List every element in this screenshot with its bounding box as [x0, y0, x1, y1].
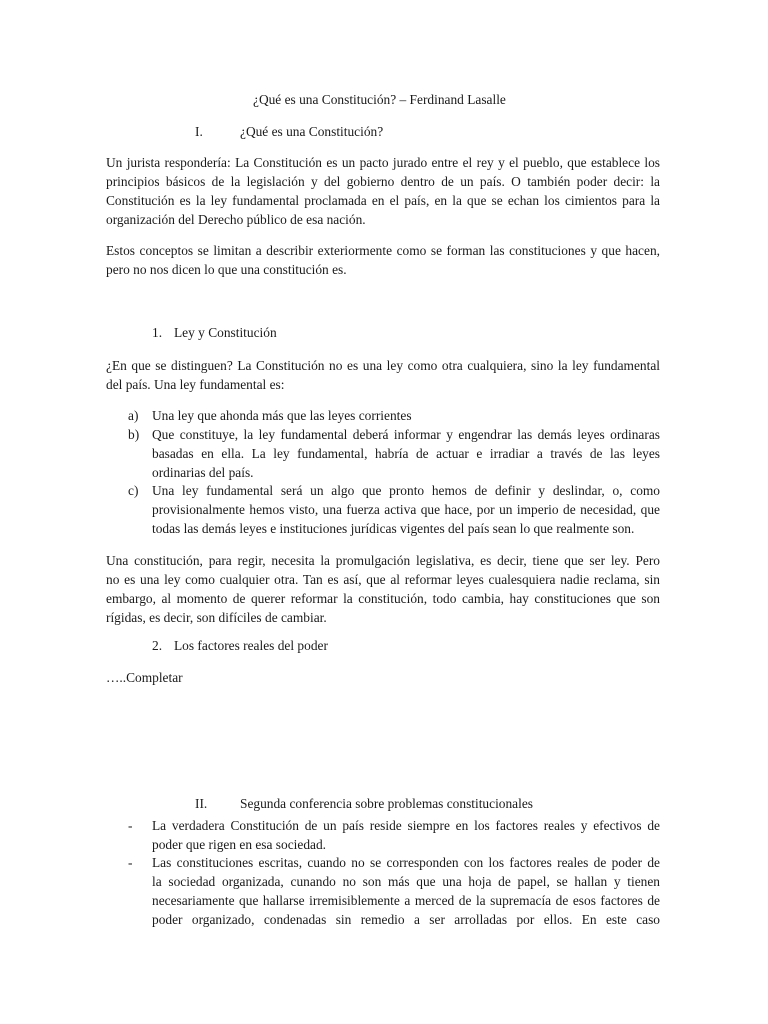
paragraph-line: Un jurista respondería: La Constitución es un pacto jurado entre el rey y el pueblo, que establece los [106, 155, 660, 170]
list-item-line: Las constituciones escritas, cuando no se corresponden con los factores reales de poder de [152, 855, 660, 870]
list-item-line: poder que rigen en esa sociedad. [152, 837, 327, 852]
bullet-dash: - [128, 818, 133, 833]
completar-placeholder: …..Completar [106, 670, 183, 685]
subsection-2-number: 2. [152, 638, 163, 653]
section-2-numeral: II. [195, 796, 208, 811]
paragraph-line: pero no nos dicen lo que una constitución es. [106, 262, 347, 277]
subsection-2-heading: Los factores reales del poder [174, 638, 328, 653]
paragraph-line: del país. Una ley fundamental es: [106, 377, 285, 392]
list-item-line: ordinarias del país. [152, 465, 254, 480]
list-item-line: Una ley fundamental será un algo que pronto hemos de definir y deslindar, o, como [152, 483, 660, 498]
section-1-paragraph-1 [106, 153, 660, 229]
paragraph-line: Estos conceptos se limitan a describir exteriormente como se forman las constituciones y que hacen, [106, 243, 660, 258]
bullet-item-1 [128, 816, 660, 854]
subsection-1-intro [106, 356, 660, 394]
paragraph-line: ¿En que se distinguen? La Constitución no es una ley como otra cualquiera, sino la ley fundamental [106, 358, 660, 373]
list-item-line: poder organizado, condenadas sin remedio a ser arrolladas por ellos. En este caso [152, 912, 660, 927]
list-item-line: Que constituye, la ley fundamental deberá informar y engendrar las demás leyes ordinaras [152, 427, 660, 442]
subsection-1-heading: Ley y Constitución [174, 325, 277, 340]
list-item-line: La verdadera Constitución de un país reside siempre en los factores reales y efectivos de [152, 818, 660, 833]
list-item-line: necesariamente que hallarse irremisiblemente a merced de la supremacía de esos factores de [152, 893, 660, 908]
bullet-dash: - [128, 855, 133, 870]
list-item-line: la sociedad organizada, cunando no son más que una hoja de papel, se hallan y tienen [152, 874, 660, 889]
paragraph-line: Una constitución, para regir, necesita la promulgación legislativa, es decir, tiene que ser ley. Pero [106, 553, 660, 568]
subsection-1-closing [106, 551, 660, 627]
list-item-a [128, 406, 660, 425]
paragraph-line: rígidas, es decir, son difíciles de cambiar. [106, 610, 327, 625]
list-item-line: basadas en ella. La ley fundamental, habría de actuar e irradiar a través de las leyes [152, 446, 660, 461]
section-1-heading: ¿Qué es una Constitución? [240, 124, 384, 139]
document-title: ¿Qué es una Constitución? – Ferdinand Lasalle [253, 92, 506, 107]
list-item-b [128, 425, 660, 482]
paragraph-line: embargo, al momento de querer reformar la constitución, todo cambia, hay constituciones que son [106, 591, 660, 606]
bullet-item-2 [128, 853, 660, 929]
list-marker: c) [128, 483, 139, 498]
section-1-numeral: I. [195, 124, 203, 139]
paragraph-line: principios básicos de la legislación y del gobierno dentro de un país. O también poder decir: la [106, 174, 660, 189]
list-marker: a) [128, 408, 139, 423]
paragraph-line: no es una ley como cualquier otra. Tan es así, que al reformar leyes cualesquiera nadie reclama, sin [106, 572, 660, 587]
section-2-heading: Segunda conferencia sobre problemas constitucionales [240, 796, 534, 811]
list-item-c [128, 481, 660, 538]
list-item-line: todas las demás leyes e instituciones jurídicas vigentes del país sean lo que realmente son. [152, 521, 635, 536]
list-marker: b) [128, 427, 140, 442]
section-1-paragraph-2 [106, 241, 660, 279]
list-item-line: Una ley que ahonda más que las leyes corrientes [152, 408, 412, 423]
list-item-line: provisionalmente hemos visto, una fuerza activa que hace, por un imperio de necesidad, que [152, 502, 660, 517]
paragraph-line: organización del Derecho público de esa nación. [106, 212, 366, 227]
paragraph-line: Constitución es la ley fundamental proclamada en el país, en la que se echan los cimientos para la [106, 193, 660, 208]
subsection-1-number: 1. [152, 325, 163, 340]
